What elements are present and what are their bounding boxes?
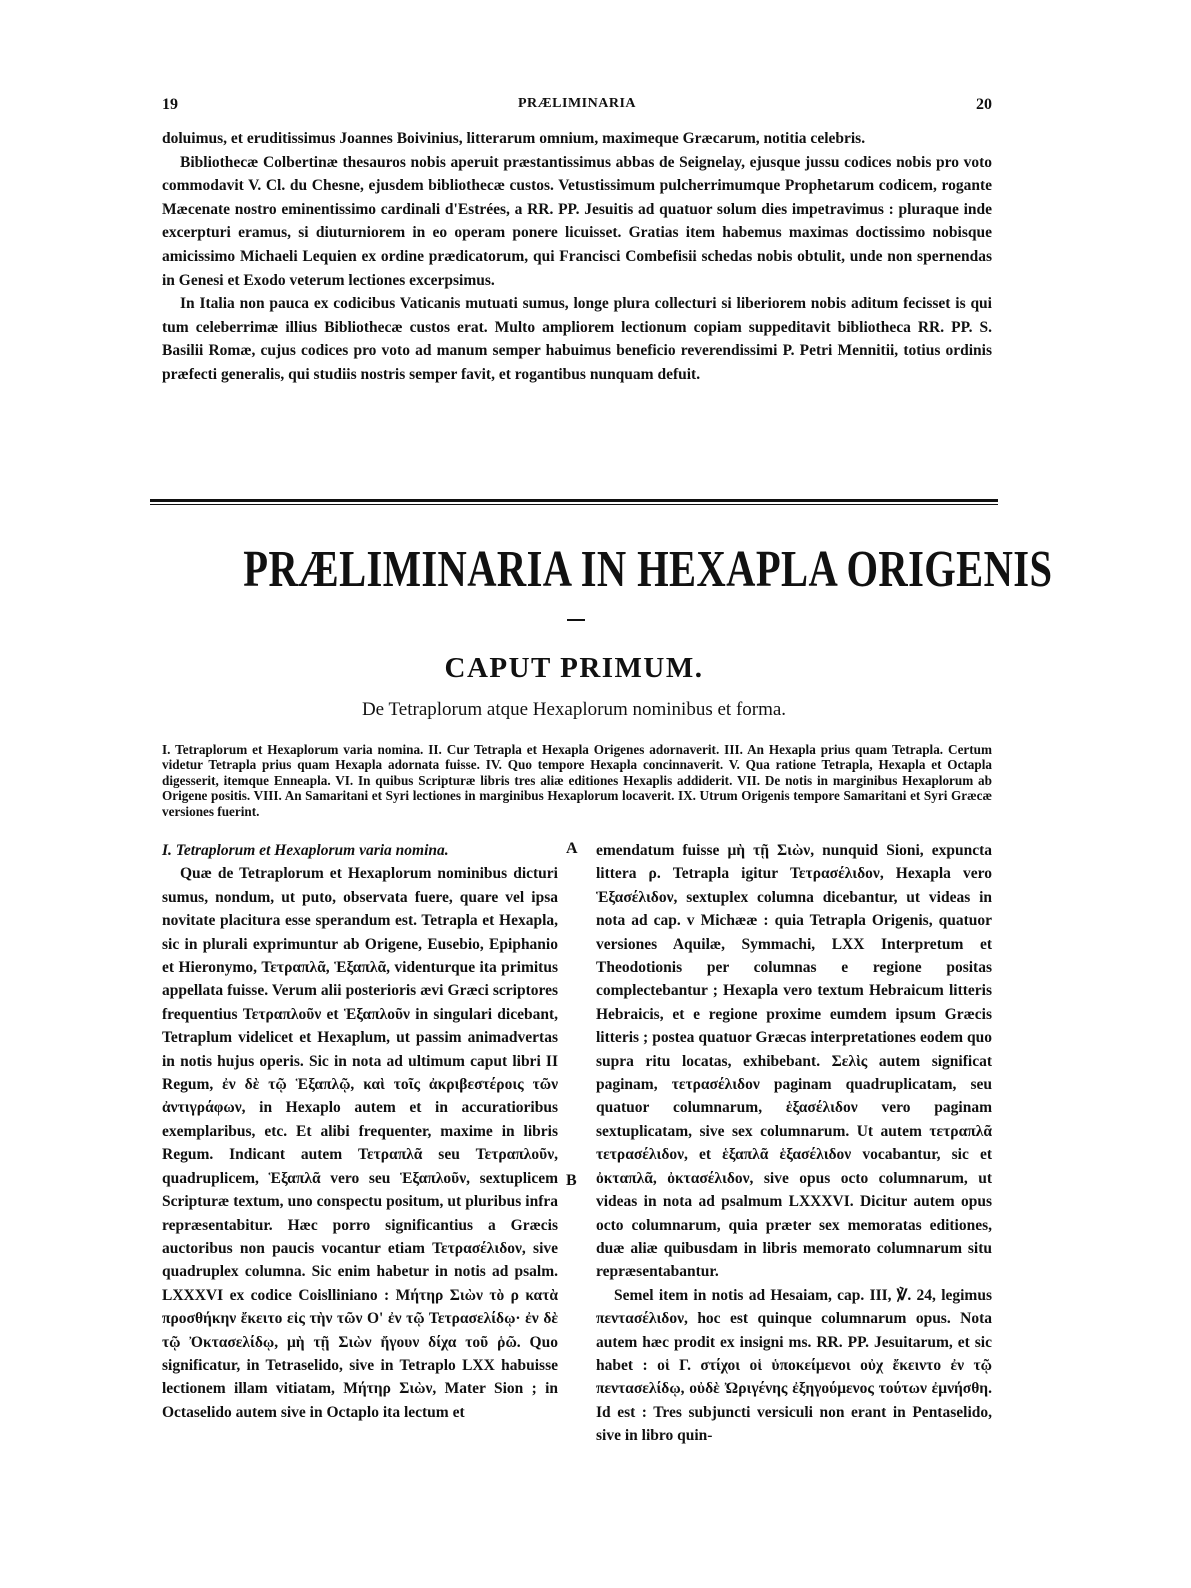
- running-title: PRÆLIMINARIA: [518, 96, 636, 111]
- chapter-subtitle: De Tetraplorum atque Hexaplorum nominibus et forma.: [361, 699, 787, 720]
- right-column: [596, 839, 992, 1448]
- main-title: PRÆLIMINARIA IN HEXAPLA ORIGENIS: [243, 541, 1053, 598]
- body-paragraph: Quæ de Tetraplorum et Hexaplorum nominibus dicturi sumus, nondum, ut puto, observata fuere, quare vel ipsa novitate placitura esse sperandum est. Tetrapla et Hexapla, sic in plurali exprimuntur ab Origene, Eusebio, Epiphanio et Hieronymo, Τετραπλᾶ, Ἑξαπλᾶ, videnturque ita primitus appellata fuisse. Verum alii posterioris ævi Græci scriptores frequentius Τετραπλοῦν et Ἑξαπλοῦν in singulari dicebant, Tetraplum videlicet et Hexaplum, ut passim animadvertas in notis hujus operis. Sic in nota ad ultimum caput libri II Regum, ἐν δὲ τῷ Ἑξαπλῷ, καὶ τοῖς ἀκριβεστέροις τῶν ἀντιγράφων, in Hexaplo autem et in accuratioribus exemplaribus, etc. Et alibi frequenter, maxime in libris Regum. Indicant autem Τετραπλᾶ seu Τετραπλοῦν, quadruplicem, Ἑξαπλᾶ vero seu Ἑξαπλοῦν, sextuplicem Scripturæ textum, uno conspectu positum, ut pluribus infra repræsentabitur. Hæc porro significantius a Græcis auctoribus non paucis vocantur etiam Τετρασέλιδον, sive quadruplex columna. Sic enim habetur in notis ad psalm. LXXXVI ex codice Coislliniano : Μήτηρ Σιὼν τὸ ρ κατὰ προσθήκην ἔκειτο εἰς τὴν τῶν Ο' ἐν τῷ Τετρασελίδῳ· ἐν δὲ τῷ Ὀκτασελίδῳ, μὴ τῇ Σιὼν ἤγουν δίχα τοῦ ῥῶ. Quo significatur, in Tetraselido, sive in Tetraplo LXX habuisse lectionem illam vitiatam, Μήτηρ Σιὼν, Mater Sion ; in Octaselido autem sive in Octaplo ita lectum et: [162, 865, 558, 1421]
- body-paragraph: emendatum fuisse μὴ τῇ Σιὼν, nunquid Sioni, expuncta littera ρ. Tetrapla igitur Τετρασέλιδον, Hexapla vero Ἑξασέλιδον, sextuplex columna dicebantur, ut videas in nota ad cap. v Michææ : quia Tetrapla Origenis, quatuor versiones Aquilæ, Symmachi, LXX Interpretum et Theodotionis per columnas e regione positas complectebantur ; Hexapla vero textum Hebraicum litteris Hebraicis, et e regione proxime eumdem ipsum Græcis litteris ; postea quatuor Græcas interpretationes eodem quo supra ritu locatas, exhibebant. Σελὶς autem significat paginam, τετρασέλιδον paginam quadruplicatam, seu quatuor columnarum, ἑξασέλιδον vero paginam sextuplicatam, sive sex columnarum. Ut autem τετραπλᾶ τετρασέλιδον, et ἑξαπλᾶ ἑξασέλιδον vocabantur, sic et ὀκταπλᾶ, ὀκτασέλιδον, sive opus octo columnarum, ut videas in nota ad psalmum LXXXVI. Dicitur autem opus octo columnarum, quia præter sex memoratas editiones, duæ aliæ quibusdam in libris memorato columnarum situ repræsentabantur.: [596, 842, 992, 1281]
- right-page-number: 20: [976, 96, 992, 113]
- preface-continuation: [162, 127, 992, 387]
- preface-paragraph: Bibliothecæ Colbertinæ thesauros nobis aperuit præstantissimus abbas de Seignelay, ejusque jussu codices nobis pro voto commodavit V. Cl. du Chesne, ejusdem bibliothecæ custos. Vetustissimum pulcherrimumque Prophetarum codicem, rogante Mæcenate nostro eminentissimo cardinali d'Estrées, a RR. PP. Jesuitis ad quatuor solum dies impetravimus : pluraque inde excerpturi eramus, si diuturniorem in eo operam ponere licuisset. Gratias item habemus maximas doctissimo nobisque amicissimo Michaeli Lequien ex ordine prædicatorum, qui Francisci Combefisii schedas nobis obtulit, unde non spernendas in Genesi et Exodo veterum lectiones excerpsimus.: [162, 153, 992, 289]
- margin-marker-b: B: [566, 1172, 577, 1189]
- running-head: [162, 96, 992, 116]
- left-page-number: 19: [162, 96, 178, 113]
- left-column: [162, 839, 558, 1424]
- section-heading: I. Tetraplorum et Hexaplorum varia nomina.: [162, 842, 449, 859]
- margin-marker-a: A: [566, 840, 578, 857]
- chapter-summary: I. Tetraplorum et Hexaplorum varia nomina. II. Cur Tetrapla et Hexapla Origenes adornaverit. III. An Hexapla prius quam Tetrapla. Certum videtur Tetrapla prius quam Hexapla adornata fuisse. IV. Quo tempore Hexapla concinnaverit. V. Qua ratione Tetrapla, Hexapla et Octapla digesserit, itemque Enneapla. VI. In quibus Scripturæ libris tres aliæ editiones Hexaplis addiderit. VII. De notis in marginibus Hexaplorum ab Origene positis. VIII. An Samaritani et Syri lectiones in marginibus Hexaplorum locaverit. IX. Utrum Origenis tempore Samaritani et Syri Græcæ versiones fuerint.: [162, 742, 992, 819]
- preface-paragraph: doluimus, et eruditissimus Joannes Boivinius, litterarum omnium, maximeque Græcarum, notitia celebris.: [162, 130, 866, 147]
- chapter-title: CAPUT PRIMUM.: [444, 652, 704, 684]
- body-paragraph: Semel item in notis ad Hesaiam, cap. III, ℣. 24, legimus πεντασέλιδον, hoc est quinque columnarum opus. Nota autem hæc prodit ex insigni ms. RR. PP. Jesuitarum, et sic habet : οἱ Γ. στίχοι οἱ ὑποκείμενοι οὐχ ἔκειντο ἐν τῷ πεντασελίδῳ, οὐδὲ Ὠριγένης ἐξηγούμενος τούτων ἐμνήσθη. Id est : Tres subjuncti versiculi non erant in Pentaselido, sive in libro quin-: [596, 1286, 992, 1445]
- section-divider-thin: [150, 504, 998, 505]
- section-divider: [150, 499, 998, 502]
- preface-paragraph: In Italia non pauca ex codicibus Vaticanis mutuati sumus, longe plura collecturi si liberiorem nobis aditum fecisset is qui tum celeberrimæ illius Bibliothecæ custos erat. Multo ampliorem lectionum copiam suppeditavit bibliotheca RR. PP. S. Basilii Romæ, cujus codices pro voto ad manum semper habuimus beneficio reverendissimi P. Petri Mennitii, totius ordinis præfecti generalis, qui studiis nostris semper favit, et rogantibus nunquam defuit.: [162, 295, 992, 383]
- title-dash: [567, 619, 585, 621]
